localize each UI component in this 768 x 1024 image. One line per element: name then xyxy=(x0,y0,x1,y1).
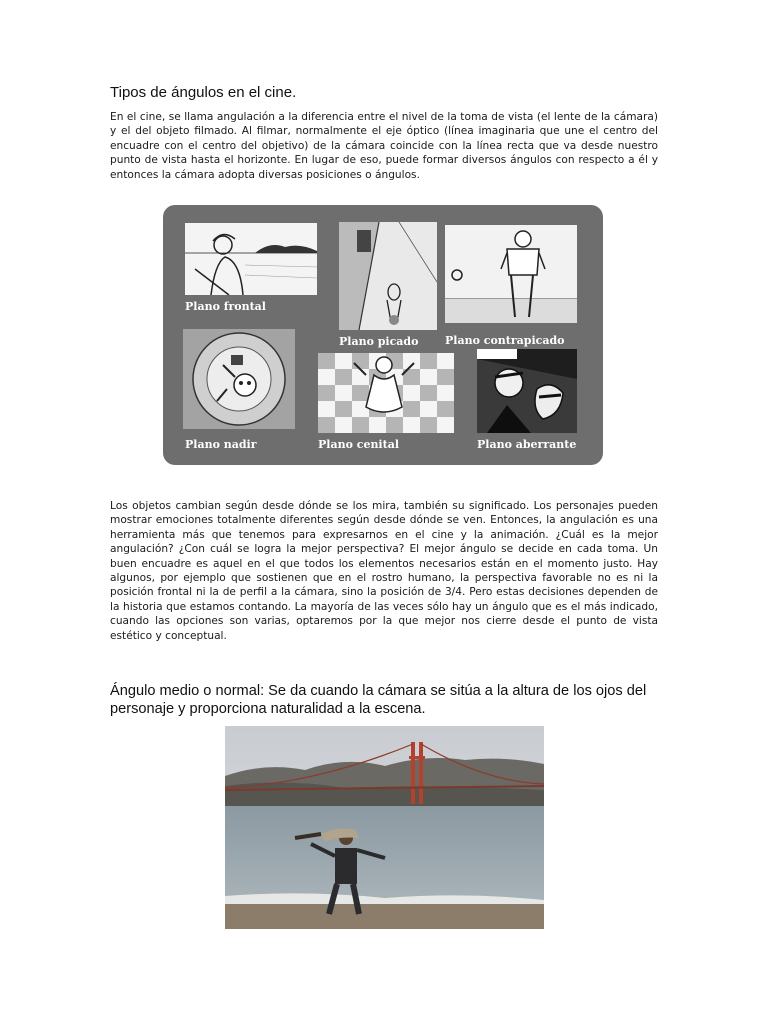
golden-gate-beach-photo xyxy=(225,726,544,929)
panel-plano-frontal xyxy=(185,223,317,295)
caption-plano-aberrante: Plano aberrante xyxy=(477,438,577,451)
cenital-illustration xyxy=(318,353,454,433)
nadir-illustration xyxy=(183,329,295,429)
panel-plano-cenital xyxy=(318,353,454,433)
caption-plano-contrapicado: Plano contrapicado xyxy=(445,334,565,347)
panel-plano-contrapicado xyxy=(445,225,577,323)
photo-illustration xyxy=(225,726,544,929)
panel-plano-aberrante xyxy=(477,349,577,433)
picado-illustration xyxy=(339,222,437,330)
page-title: Tipos de ángulos en el cine. xyxy=(110,84,297,101)
camera-angles-collage xyxy=(163,205,603,465)
frontal-illustration xyxy=(185,223,317,295)
contrapicado-illustration xyxy=(445,225,577,323)
aberrante-illustration xyxy=(477,349,577,433)
body-paragraph: Los objetos cambian según desde dónde se los mira, también su significado. Los personajes pueden mostrar emociones totalmente diferentes según desde dónde se ven. Entonces, la angulación es una herramienta más que tenemos para expresarnos en el cine y la animación. ¿Cuál es la mejor angulación? ¿Con cuál se logra la mejor perspectiva? El mejor ángulo se decide en cada toma. Un buen encuadre es aquel en el que todos los elementos necesarios están en el momento justo. Hay algunos, por ejemplo que sostienen que en el rostro humano, la perspectiva favorable no es ni la posición frontal ni la de perfil a la cámara, sino la posición de 3/4. Pero estas decisiones dependen de la historia que estamos contando. La mayoría de las veces sólo hay un ángulo que es el más indicado, cuando las opciones son varias, optaremos por la que mejor nos cierre desde el punto de vista estético y conceptual. xyxy=(110,500,658,642)
caption-plano-picado: Plano picado xyxy=(339,335,419,348)
panel-plano-picado xyxy=(339,222,437,330)
section-heading-angulo-medio: Ángulo medio o normal: Se da cuando la cámara se sitúa a la altura de los ojos del personaje y proporciona naturalidad a la escena. xyxy=(110,683,647,717)
caption-plano-frontal: Plano frontal xyxy=(185,300,266,313)
caption-plano-nadir: Plano nadir xyxy=(185,438,257,451)
intro-paragraph: En el cine, se llama angulación a la diferencia entre el nivel de la toma de vista (el lente de la cámara) y el del objeto filmado. Al filmar, normalmente el eje óptico (línea imaginaria que une el centro del encuadre con el centro del objetivo) de la cámara coincide con la línea recta que va desde nuestro punto de vista hasta el horizonte. En lugar de eso, puede formar diversos ángulos con respecto a él y entonces la cámara adopta diversas posiciones o ángulos. xyxy=(110,111,658,181)
caption-plano-cenital: Plano cenital xyxy=(318,438,400,451)
panel-plano-nadir xyxy=(183,329,295,429)
